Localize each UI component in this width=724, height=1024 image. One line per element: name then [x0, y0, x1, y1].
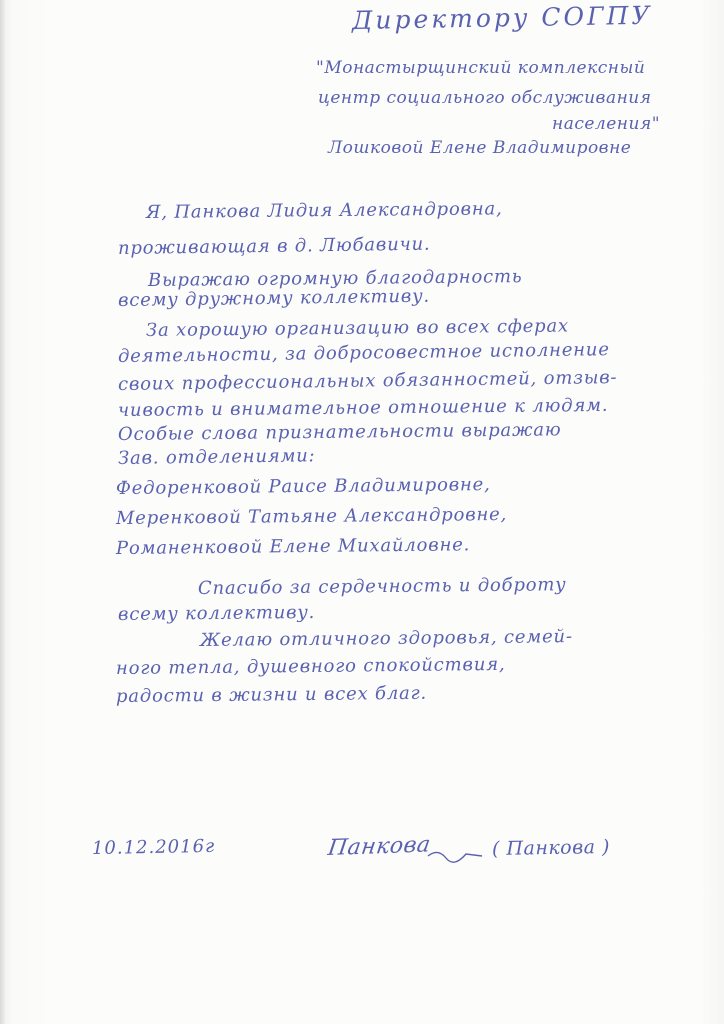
addressee-org-line2: центр социального обслуживания	[318, 88, 652, 108]
body-line-7: своих профессиональных обязанностей, отзыв-	[117, 367, 618, 395]
addressee-org-line3: населения"	[552, 114, 661, 134]
signature-flourish	[426, 842, 486, 872]
body-line-10: Зав. отделениями:	[117, 445, 316, 469]
body-line-1: Я, Панкова Лидия Александровна,	[145, 198, 503, 223]
closing-line-3: Желаю отличного здоровья, семей-	[199, 626, 573, 651]
closing-line-2: всему коллективу.	[117, 601, 316, 625]
closing-line-4: ного тепла, душевного спокойствия,	[115, 653, 506, 679]
body-line-9: Особые слова признательности выражаю	[117, 419, 562, 445]
addressee-org-line1: "Монастырщинский комплексный	[316, 58, 646, 78]
scan-edge	[0, 0, 6, 1024]
body-line-3: Выражаю огромную благодарность	[147, 266, 523, 291]
body-line-4: всему дружному коллективу.	[117, 285, 431, 311]
body-line-5: За хорошую организацию во всех сферах	[145, 315, 570, 341]
addressee-title: Директору СОГПУ	[351, 0, 653, 35]
staff-name-1: Федоренковой Раисе Владимировне,	[115, 474, 491, 499]
closing-line-1: Спасибо за сердечность и доброту	[197, 574, 567, 599]
staff-name-2: Меренковой Татьяне Александровне,	[115, 503, 508, 529]
signature-name: ( Панкова )	[491, 835, 611, 860]
addressee-name: Лошковой Елене Владимировне	[328, 138, 632, 158]
signature: Панкова	[326, 832, 433, 862]
body-line-2: проживающая в д. Любавичи.	[117, 233, 431, 259]
staff-name-3: Романенковой Елене Михайловне.	[115, 534, 471, 559]
letter-date: 10.12.2016г	[91, 835, 216, 859]
body-line-6: деятельности, за добросовестное исполнение	[117, 339, 610, 367]
signature-area	[322, 826, 682, 874]
closing-line-5: радости в жизни и всех благ.	[115, 682, 428, 707]
body-line-8: чивость и внимательное отношение к людям.	[117, 394, 609, 421]
